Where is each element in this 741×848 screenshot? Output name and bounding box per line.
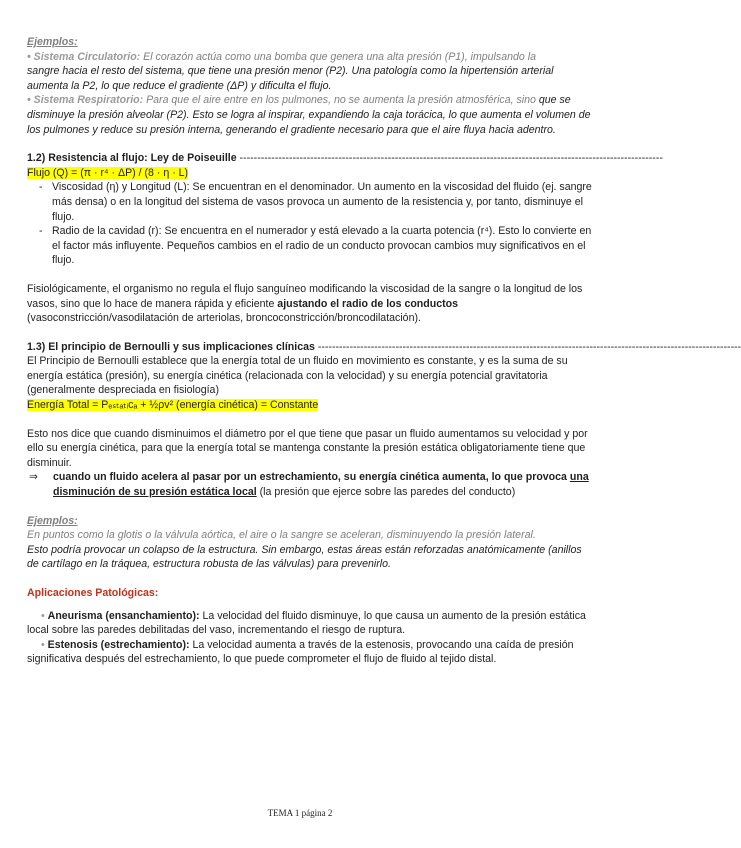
examples2-line2: Esto podría provocar un colapso de la estructura. Sin embargo, estas áreas están reforzadas anatómicamente (anillos de cartílago en la tráquea, estructura robusta de las válvulas) para prevenirlo.: [27, 543, 582, 571]
physiology-bold: ajustando el radio de los conductos: [277, 297, 459, 310]
page-footer: TEMA 1 página 2: [267, 808, 333, 818]
bernoulli-formula-line: [27, 398, 593, 413]
physiology-text-a: Fisiológicamente, el organismo no regula el flujo sanguíneo modificando la viscosidad de la sangre o la longitud de los vasos, sino que lo hace de manera rápida y eficiente: [27, 282, 583, 310]
stenosis-text: La velocidad aumenta a través de la estenosis, provocando una caída de presión significativa después del estrechamiento, lo que puede comprometer el flujo de fluido al tejido distal.: [27, 638, 574, 666]
respiratory-label: • Sistema Respiratorio:: [27, 94, 144, 107]
conclusion-text-a: cuando un fluido acelera al pasar por un estrechamiento, su energía cinética aumenta, lo que provoca: [53, 471, 567, 484]
poiseuille-factors: [27, 180, 593, 268]
bernoulli-formula: Energía Total = Pₑₛₜₐₜᵢcₐ + ½ρv² (energía cinética) = Constante: [27, 399, 319, 412]
example-circulatory: [27, 50, 593, 65]
bernoulli-explanation: Esto nos dice que cuando disminuimos el diámetro por el que tiene que pasar un fluido aumentamos su velocidad y por ello su energía cinética, para que la energía total se mantenga constante la presión estática obligatoriamente tiene que disminuir.: [27, 427, 588, 469]
stenosis-label: Estenosis (estrechamiento):: [47, 638, 190, 651]
examples2-line1: En puntos como la glotis o la válvula aórtica, el aire o la sangre se aceleran, disminuyendo la presión lateral.: [27, 529, 536, 542]
conclusion-underlined: una disminución de su presión estática local: [53, 471, 589, 499]
bullet-dot-icon: •: [41, 609, 45, 622]
respiratory-text-dark: que se disminuye la presión alveolar (P2). Esto se logra al inspirar, expandiendo la caja torácica, lo que aumenta el volumen de los pulmones y reduce su presión interna, generando el gradiente necesario para que el aire fluya hacia adentro.: [27, 94, 591, 136]
poiseuille-title-text: 1.2) Resistencia al flujo: Ley de Poiseuille: [27, 152, 237, 165]
circulatory-label: • Sistema Circulatorio:: [27, 50, 141, 63]
examples-heading: Ejemplos:: [27, 36, 78, 48]
poiseuille-title: [27, 151, 663, 166]
circulatory-text-gray: El corazón actúa como una bomba que genera una alta presión (P1), impulsando la: [140, 50, 536, 63]
poiseuille-dashes: ------------------------------------------------------------------------------------------------------------------------: [236, 152, 663, 165]
poiseuille-formula-line: [27, 166, 593, 181]
pathology-stenosis: [27, 638, 593, 667]
bernoulli-dashes: ------------------------------------------------------------------------------------------------------------------------: [314, 340, 741, 353]
conclusion-text-c: (la presión que ejerce sobre las paredes del conducto): [256, 486, 516, 499]
circulatory-text-dark: sangre hacia el resto del sistema, que tiene una presión menor (P2). Una patología como la hipertensión arterial aumenta la P2, lo que reduce el gradiente (ΔP) y dificulta el flujo.: [27, 65, 554, 92]
aneurysm-label: Aneurisma (ensanchamiento):: [47, 609, 200, 622]
physiology-paragraph: [27, 282, 593, 326]
bernoulli-intro: El Principio de Bernoulli establece que la energía total de un fluido en movimiento es constante, y es la suma de su energía estática (presión), su energía cinética (relacionada con la velocidad) y su energía potencial gravitatoria (generalmente despreciada en fisiología): [27, 355, 568, 397]
poiseuille-formula: Flujo (Q) = (π · r⁴ · ΔP) / (8 · η · L): [27, 166, 189, 179]
bernoulli-conclusion: [27, 470, 593, 499]
respiratory-text-gray: Para que el aire entre en los pulmones, no se aumenta la presión atmosférica, sino: [143, 94, 536, 107]
physiology-text-b: (vasoconstricción/vasodilatación de arteriolas, broncoconstricción/broncodilatación).: [27, 312, 421, 325]
bernoulli-title: [27, 340, 741, 355]
arrow-icon: ⇒: [29, 471, 38, 484]
pathology-heading: Aplicaciones Patológicas:: [27, 587, 159, 599]
pathology-aneurysm: [27, 609, 593, 638]
examples2-heading: Ejemplos:: [27, 514, 78, 527]
example-respiratory: [27, 93, 593, 137]
bullet-dot-icon: •: [41, 638, 45, 651]
bernoulli-title-text: 1.3) El principio de Bernoulli y sus implicaciones clínicas: [27, 340, 315, 353]
aneurysm-text: La velocidad del fluido disminuye, lo que causa un aumento de la presión estática local sobre las paredes debilitadas del vaso, incrementando el riesgo de ruptura.: [27, 609, 586, 637]
document-page: [27, 35, 741, 667]
factor-viscosity: - Viscosidad (η) y Longitud (L): Se encuentran en el denominador. Un aumento en la viscosidad del fluido (ej. sangre más densa) o en la longitud del sistema de vasos provoca un aumento de la resistencia y, por tanto, disminuye el flujo.: [37, 180, 593, 224]
factor-radius: - Radio de la cavidad (r): Se encuentra en el numerador y está elevado a la cuarta potencia (r⁴). Esto lo convierte en el factor más influyente. Pequeños cambios en el radio de un conducto provocan cambios muy significativos en el flujo.: [37, 224, 593, 268]
